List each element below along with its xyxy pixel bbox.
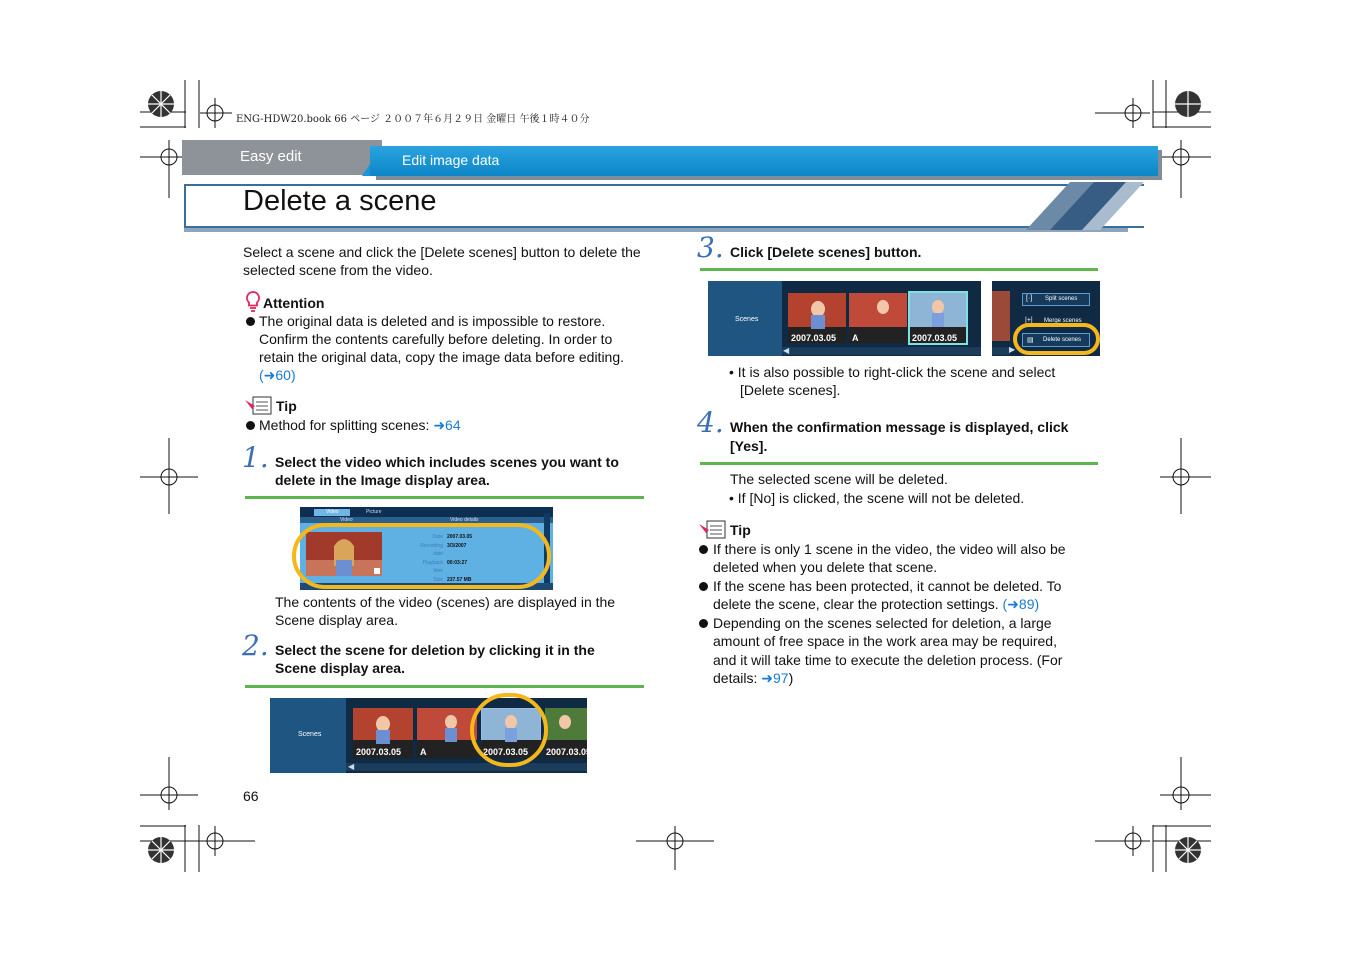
- tip2-details-link[interactable]: ➜97: [761, 670, 789, 686]
- tip2-b2-line-2: [713, 595, 1039, 613]
- merge-scenes-label: Merge scenes: [1044, 318, 1082, 324]
- step-4-after-2: • If [No] is clicked, the scene will not be deleted.: [729, 490, 1025, 506]
- split-scenes-label: Split scenes: [1045, 296, 1078, 302]
- scenes-panel-label: Scenes: [298, 731, 322, 738]
- tip2-b3-line-3: and it will take time to execute the deletion process. (For: [713, 652, 1063, 668]
- delete-scenes-label: Delete scenes: [1043, 337, 1082, 343]
- page-title: Delete a scene: [243, 185, 437, 217]
- column-video: Video: [340, 517, 353, 523]
- tip2-b3-line-2: amount of free space in the work area may be required,: [713, 633, 1057, 649]
- tip2-protection-link[interactable]: (➜89): [1002, 596, 1040, 612]
- step-1-after-2: Scene display area.: [275, 612, 398, 628]
- step-3-note-1: • It is also possible to right-click the scene and select: [729, 364, 1056, 380]
- tip-split-text: Method for splitting scenes:: [259, 417, 434, 433]
- step-1-rule: [245, 496, 644, 499]
- tip2-b3-line-4: [713, 669, 793, 687]
- highlight-ring: [470, 693, 548, 767]
- attention-line-3: retain the original data, copy the image data before editing.: [259, 349, 625, 365]
- tip-split-link[interactable]: ➜64: [433, 417, 461, 433]
- tab-video: Video: [326, 509, 339, 515]
- scroll-right-icon[interactable]: ▶: [1009, 345, 1016, 354]
- step-1-line-2: delete in the Image display area.: [275, 472, 490, 488]
- tip2-b3-line-1: Depending on the scenes selected for deletion, a large: [713, 615, 1052, 631]
- step-1-number: 1.: [242, 441, 269, 474]
- delete-icon: ▤: [1027, 337, 1034, 344]
- tip2-b1-line-1: If there is only 1 scene in the video, the video will also be: [713, 541, 1066, 557]
- tab-picture: Picture: [366, 509, 382, 515]
- scene-scrollbar[interactable]: [992, 347, 1010, 355]
- step-3-number: 3.: [697, 231, 724, 264]
- step-3-line-1: Click [Delete scenes] button.: [730, 244, 922, 260]
- attention-line-2: Confirm the contents carefully before deleting. In order to: [259, 331, 613, 347]
- bullet-icon: [699, 545, 708, 554]
- screenshot-scene-select: [708, 281, 981, 356]
- scenes-panel-label: Scenes: [735, 316, 759, 323]
- step-4-number: 4.: [697, 406, 724, 439]
- scene-scrollbar[interactable]: [782, 347, 981, 355]
- step-2-line-1: Select the scene for deletion by clicking it in the: [275, 642, 595, 658]
- attention-line-1: The original data is deleted and is impossible to restore.: [259, 313, 606, 329]
- step-1-line-1: Select the video which includes scenes you want to: [275, 454, 619, 470]
- title-underline: [184, 228, 1128, 232]
- tip-icon: [244, 394, 274, 416]
- tip-text: [259, 416, 461, 434]
- tip-icon: [698, 518, 728, 540]
- step-3-rule: [700, 268, 1098, 271]
- intro-text: Select a scene and click the [Delete scenes] button to delete the selected scene from the video.: [243, 244, 641, 278]
- tip2-b1-line-2: deleted when you delete that scene.: [713, 559, 938, 575]
- scene-label-2: A: [852, 333, 859, 343]
- bullet-icon: [246, 421, 255, 430]
- subsection-label: Edit image data: [402, 152, 500, 168]
- highlight-ring: [292, 523, 551, 589]
- print-header: ENG-HDW20.book 66 ページ ２００７年６月２９日 金曜日 午後１時４０分: [236, 114, 590, 125]
- highlight-ring: [1013, 323, 1100, 355]
- column-video-details: Video details: [450, 517, 479, 523]
- scroll-left-icon[interactable]: ◀: [348, 762, 355, 771]
- step-4-line-2: [Yes].: [730, 438, 768, 454]
- step-2-rule: [245, 685, 644, 688]
- scene-label-1: 2007.03.05: [791, 333, 837, 343]
- title-stripes: [1026, 182, 1146, 232]
- tip-heading: Tip: [730, 522, 751, 538]
- scene-label-4: 2007.03.05: [546, 747, 592, 757]
- video-details: Date 2007.03.05 Recording date 3/3/2007 Playback time 00:03:27 Size 237.57 MB Resolution 1440 x 1080 Pixels: [419, 534, 491, 591]
- scroll-left-icon[interactable]: ◀: [783, 346, 790, 355]
- tip-heading: Tip: [276, 398, 297, 414]
- attention-heading: Attention: [263, 295, 325, 311]
- tip2-b3-end: ): [788, 670, 794, 686]
- step-3-note-2: [Delete scenes].: [740, 382, 841, 398]
- merge-icon: |+|: [1025, 317, 1033, 324]
- bullet-icon: [699, 619, 708, 628]
- bullet-icon: [246, 317, 255, 326]
- step-2-line-2: Scene display area.: [275, 660, 405, 676]
- scene-label-2: A: [420, 747, 427, 757]
- scene-label-1: 2007.03.05: [356, 747, 402, 757]
- scene-label-3: 2007.03.05: [483, 747, 529, 757]
- page-number: 66: [243, 788, 259, 804]
- tip2-b2-text: delete the scene, clear the protection settings.: [713, 596, 1003, 612]
- partial-thumbnail: [992, 291, 1010, 341]
- split-icon: [·]: [1026, 295, 1033, 302]
- attention-icon: [244, 290, 262, 312]
- scene-scrollbar[interactable]: [346, 763, 587, 771]
- step-4-rule: [700, 462, 1098, 465]
- bullet-icon: [699, 582, 708, 591]
- step-4-after-1: The selected scene will be deleted.: [730, 471, 948, 487]
- split-scenes-button[interactable]: [1022, 293, 1090, 306]
- scene-label-3: 2007.03.05: [912, 333, 958, 343]
- tip2-b2-line-1: If the scene has been protected, it cannot be deleted. To: [713, 578, 1062, 594]
- step-4-line-1: When the confirmation message is displayed, click: [730, 419, 1069, 435]
- attention-page-link[interactable]: (➜60): [259, 367, 296, 383]
- tip2-b3-text: details:: [713, 670, 762, 686]
- step-2-number: 2.: [242, 629, 269, 662]
- section-label: Easy edit: [240, 148, 302, 165]
- step-1-after-1: The contents of the video (scenes) are displayed in the: [275, 594, 616, 610]
